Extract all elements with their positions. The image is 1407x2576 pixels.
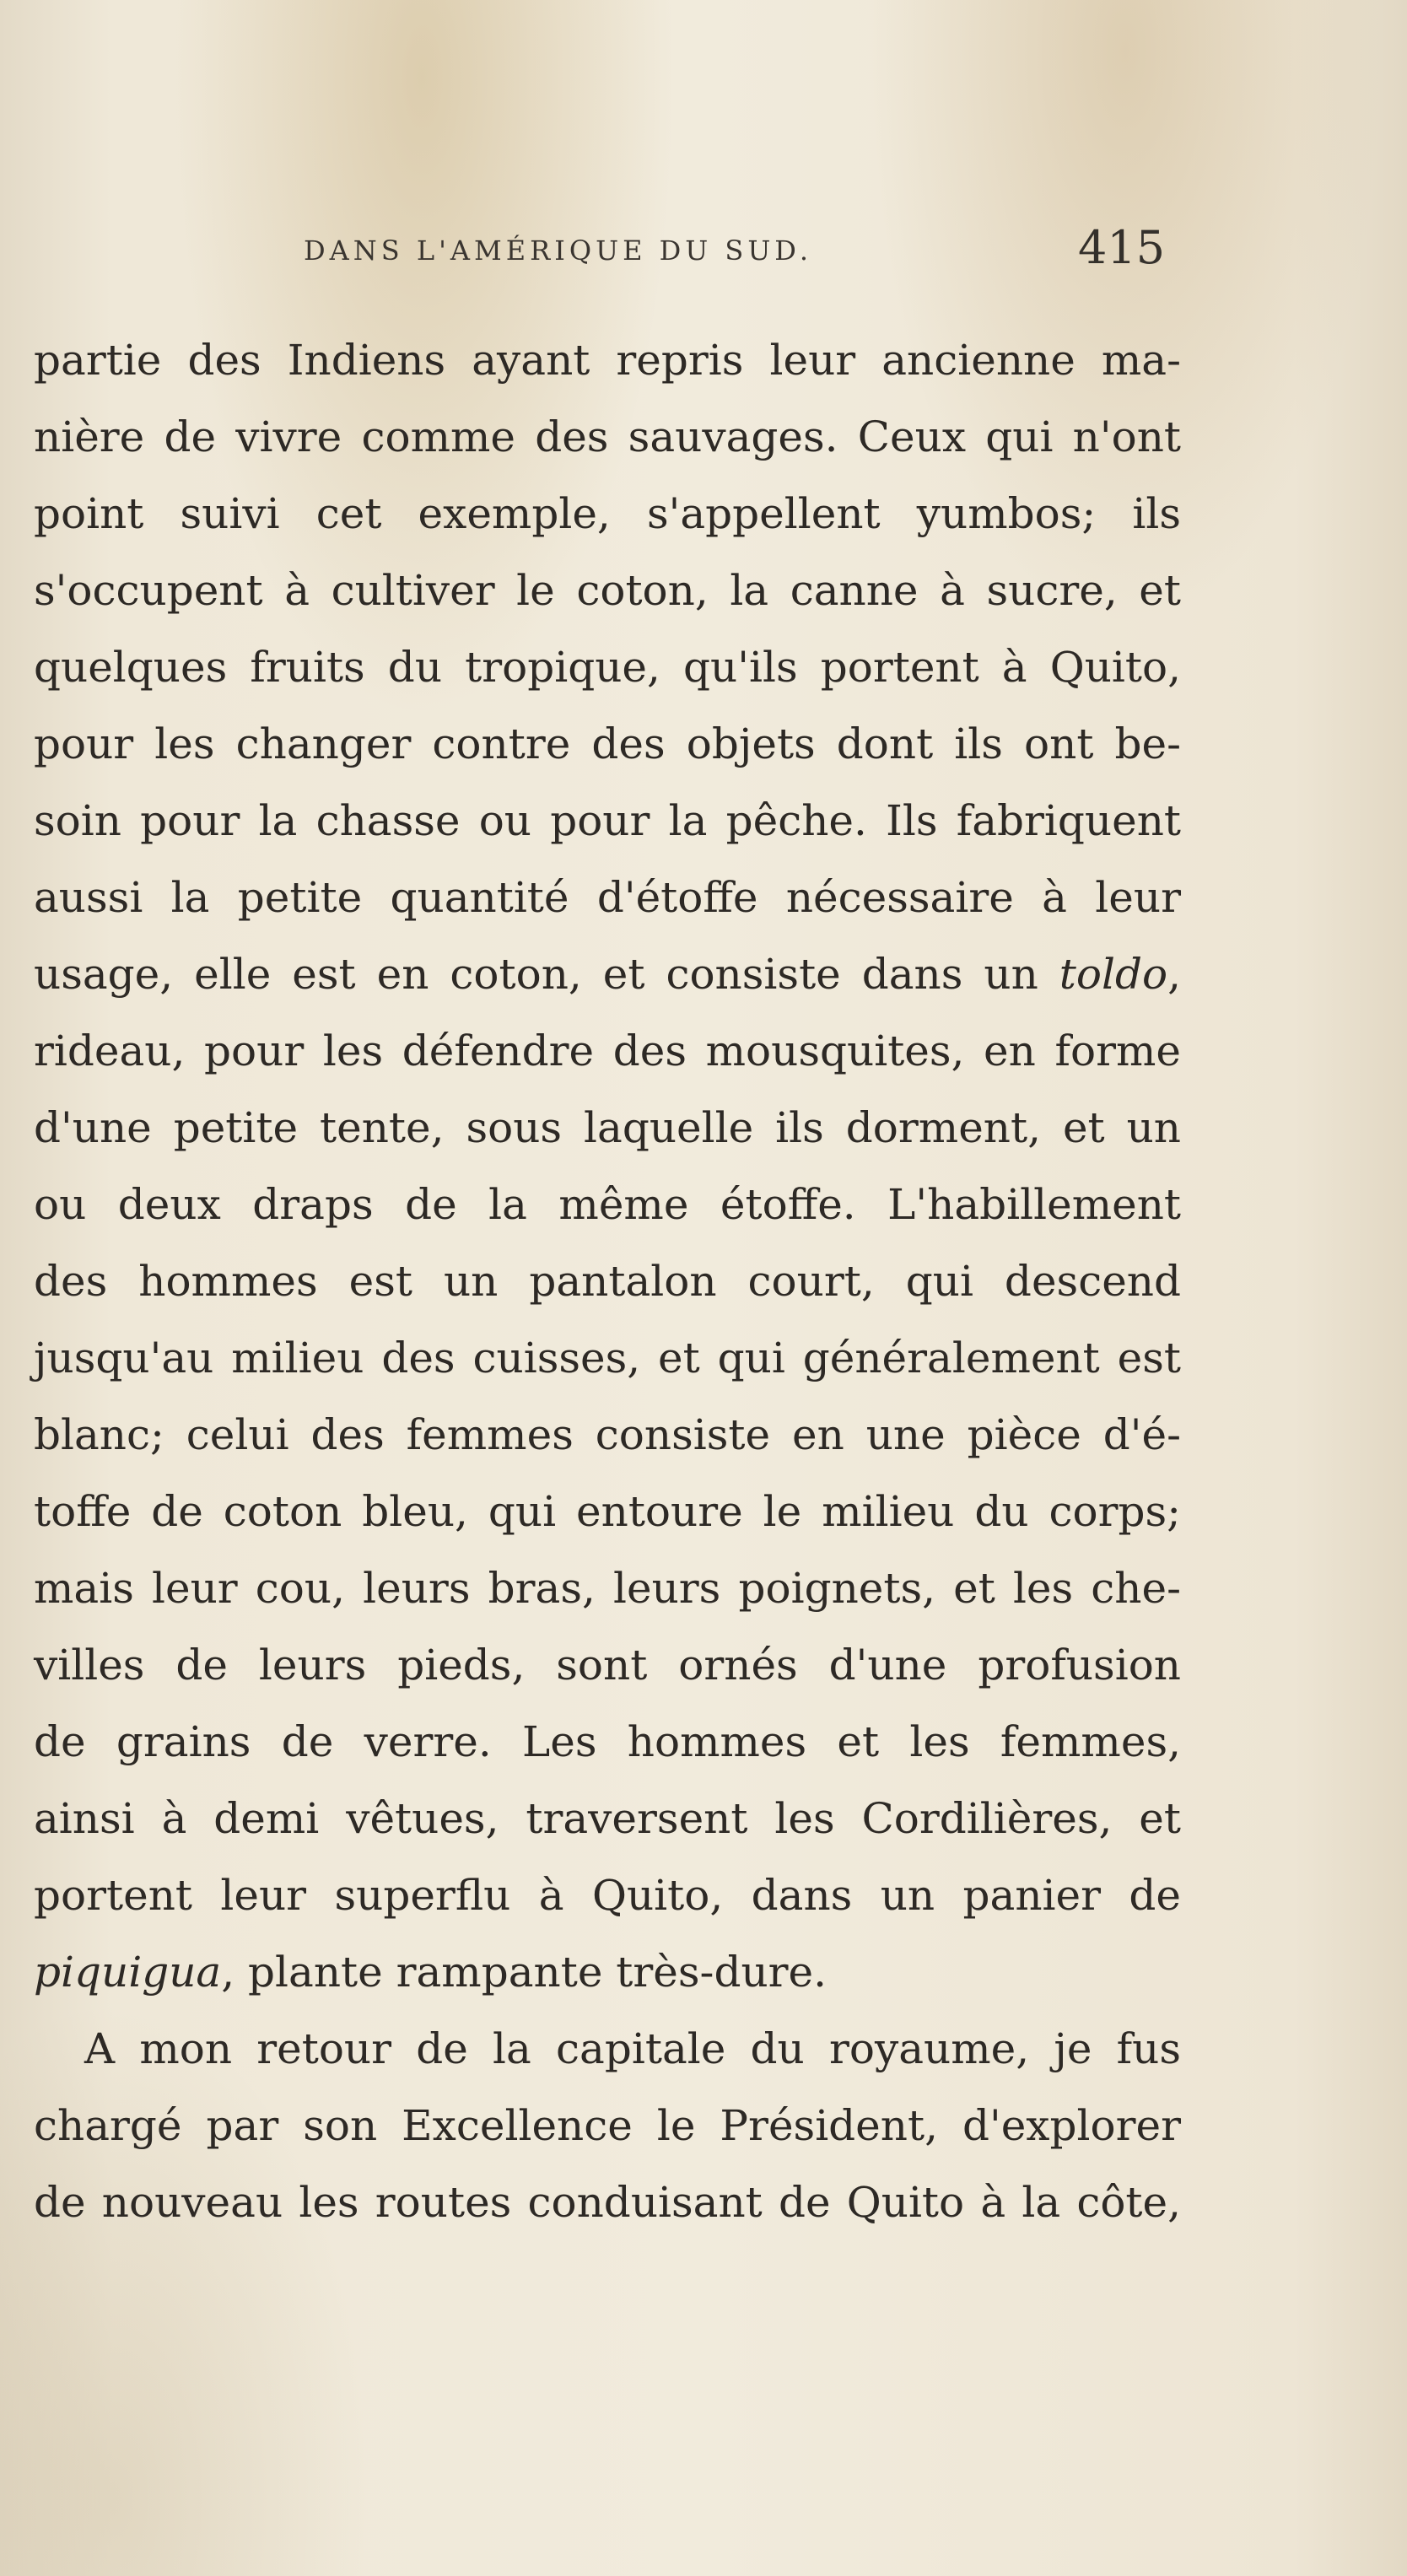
text-run: ,	[1167, 950, 1181, 999]
body-text	[34, 322, 1181, 2241]
text-line: des hommes est un pantalon court, qui descend	[34, 1257, 1181, 1306]
text-run: usage, elle est en coton, et consiste dans un	[34, 950, 1059, 999]
text-line: soin pour la chasse ou pour la pêche. Ils fabriquent	[34, 796, 1181, 845]
text-line: jusqu'au milieu des cuisses, et qui généralement est	[34, 1334, 1181, 1382]
text-line: A mon retour de la capitale du royaume, je fus	[84, 2024, 1181, 2073]
text-line: nière de vivre comme des sauvages. Ceux qui n'ont	[34, 412, 1181, 461]
text-line: s'occupent à cultiver le coton, la canne à sucre, et	[34, 566, 1181, 615]
text-line: mais leur cou, leurs bras, leurs poignets, et les che-	[34, 1564, 1181, 1613]
text-line: ainsi à demi vêtues, traversent les Cordilières, et	[34, 1794, 1181, 1843]
page-number: 415	[1078, 221, 1166, 274]
text-line: rideau, pour les défendre des mousquites, en forme	[34, 1027, 1181, 1075]
text-line: aussi la petite quantité d'étoffe nécessaire à leur	[34, 873, 1181, 922]
text-line: villes de leurs pieds, sont ornés d'une profusion	[34, 1641, 1181, 1689]
text-line: d'une petite tente, sous laquelle ils dorment, et un	[34, 1103, 1181, 1152]
text-line: de grains de verre. Les hommes et les femmes,	[34, 1717, 1181, 1766]
text-line: ou deux draps de la même étoffe. L'habillement	[34, 1180, 1181, 1229]
text-line: de nouveau les routes conduisant de Quito à la côte,	[34, 2178, 1181, 2227]
italic-term: toldo	[1059, 950, 1168, 999]
text-line: quelques fruits du tropique, qu'ils portent à Quito,	[34, 643, 1181, 692]
text-line: pour les changer contre des objets dont ils ont be-	[34, 719, 1181, 768]
text-line: portent leur superflu à Quito, dans un panier de	[34, 1871, 1181, 1920]
text-line: partie des Indiens ayant repris leur ancienne ma-	[34, 336, 1181, 385]
running-head: DANS L'AMÉRIQUE DU SUD.	[304, 234, 812, 267]
text-run: , plante rampante très-dure.	[221, 1948, 827, 1997]
text-line: toffe de coton bleu, qui entoure le milieu du corps;	[34, 1487, 1181, 1536]
text-line: point suivi cet exemple, s'appellent yumbos; ils	[34, 489, 1181, 538]
text-line	[34, 936, 1181, 1013]
text-line: blanc; celui des femmes consiste en une pièce d'é-	[34, 1410, 1181, 1459]
italic-term: piquigua	[34, 1948, 222, 1997]
text-line: chargé par son Excellence le Président, d'explorer	[34, 2101, 1181, 2150]
text-line	[34, 1934, 1181, 2011]
